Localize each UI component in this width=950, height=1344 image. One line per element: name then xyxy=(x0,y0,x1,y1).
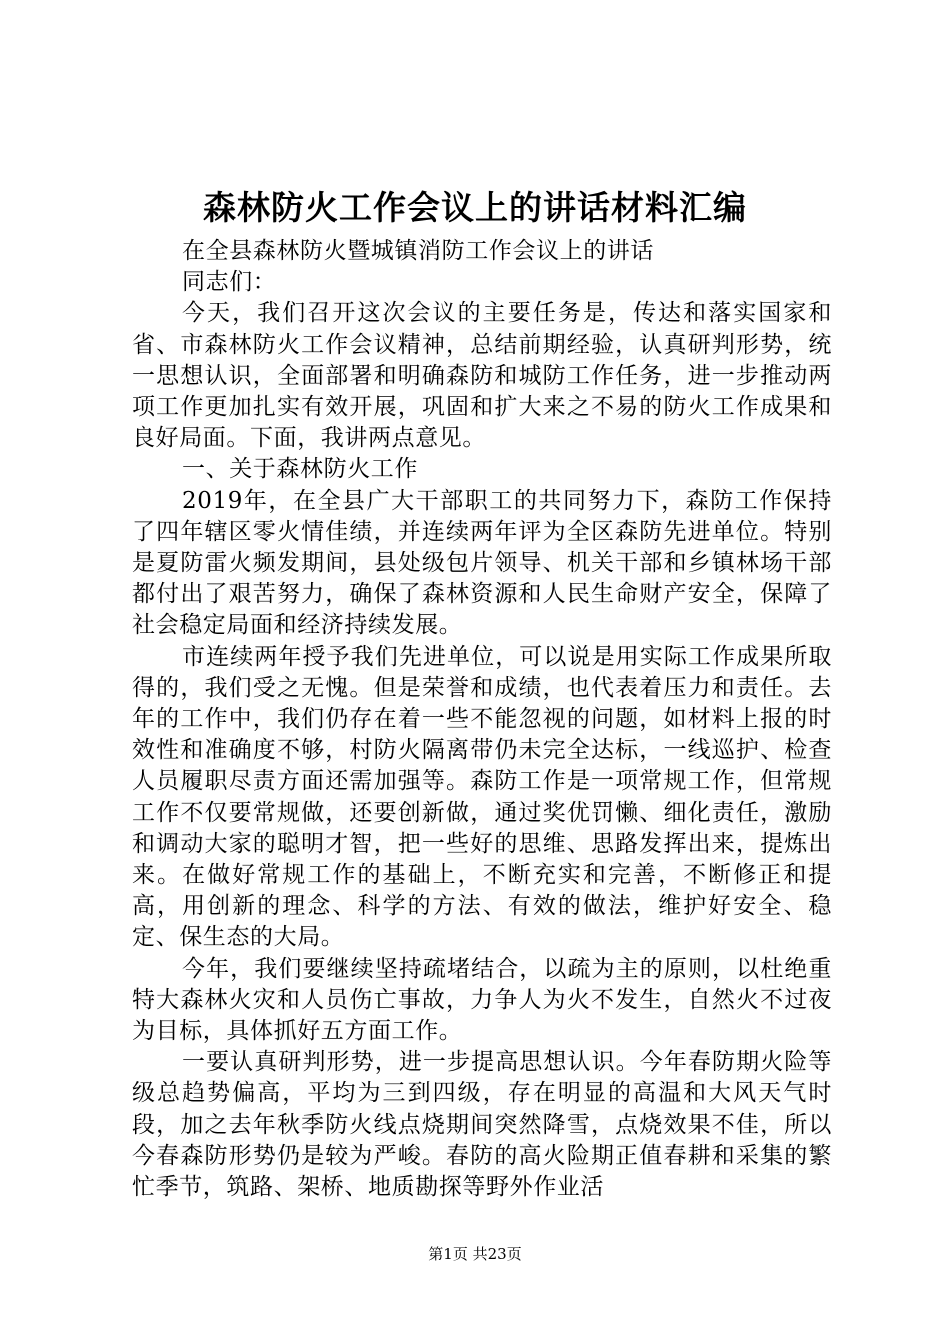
document-title: 森林防火工作会议上的讲话材料汇编 xyxy=(203,188,747,227)
page-footer: 第1页 共23页 xyxy=(428,1245,522,1263)
paragraph-this-year: 今年，我们要继续坚持疏堵结合，以疏为主的原则，以杜绝重特大森林火灾和人员伤亡事故，力争人为火不发生，自然火不过夜为目标，具体抓好五方面工作。 xyxy=(132,955,832,1045)
paragraph-intro: 今天，我们召开这次会议的主要任务是，传达和落实国家和省、市森林防火工作会议精神，总结前期经验，认真研判形势，统一思想认识，全面部署和明确森防和城防工作任务，进一步推动两项工作更加扎实有效开展，巩固和扩大来之不易的防火工作成果和良好局面。下面，我讲两点意见。 xyxy=(132,300,832,452)
speech-heading: 在全县森林防火暨城镇消防工作会议上的讲话 xyxy=(182,238,654,264)
document-body xyxy=(132,236,832,1203)
section-heading-1: 一、关于森林防火工作 xyxy=(182,456,418,483)
paragraph-point-one: 一要认真研判形势，进一步提高思想认识。今年春防期火险等级总趋势偏高，平均为三到四级，存在明显的高温和大风天气时段，加之去年秋季防火线点烧期间突然降雪，点烧效果不佳，所以今春森防形势仍是较为严峻。春防的高火险期正值春耕和采集的繁忙季节，筑路、架桥、地质勘探等野外作业活 xyxy=(132,1049,832,1201)
salutation: 同志们： xyxy=(182,269,277,296)
paragraph-2019-review: 2019年，在全县广大干部职工的共同努力下，森防工作保持了四年辖区零火情佳绩，并连续两年评为全区森防先进单位。特别是夏防雷火频发期间，县处级包片领导、机关干部和乡镇林场干部都付出了艰苦努力，确保了森林资源和人民生命财产安全，保障了社会稳定局面和经济持续发展。 xyxy=(132,487,832,639)
paragraph-problems: 市连续两年授予我们先进单位，可以说是用实际工作成果所取得的，我们受之无愧。但是荣誉和成绩，也代表着压力和责任。去年的工作中，我们仍存在着一些不能忽视的问题，如材料上报的时效性和准确度不够，村防火隔离带仍未完全达标，一线巡护、检查人员履职尽责方面还需加强等。森防工作是一项常规工作，但常规工作不仅要常规做，还要创新做，通过奖优罚懒、细化责任，激励和调动大家的聪明才智，把一些好的思维、思路发挥出来，提炼出来。在做好常规工作的基础上，不断充实和完善，不断修正和提高，用创新的理念、科学的方法、有效的做法，维护好安全、稳定、保生态的大局。 xyxy=(132,643,832,951)
